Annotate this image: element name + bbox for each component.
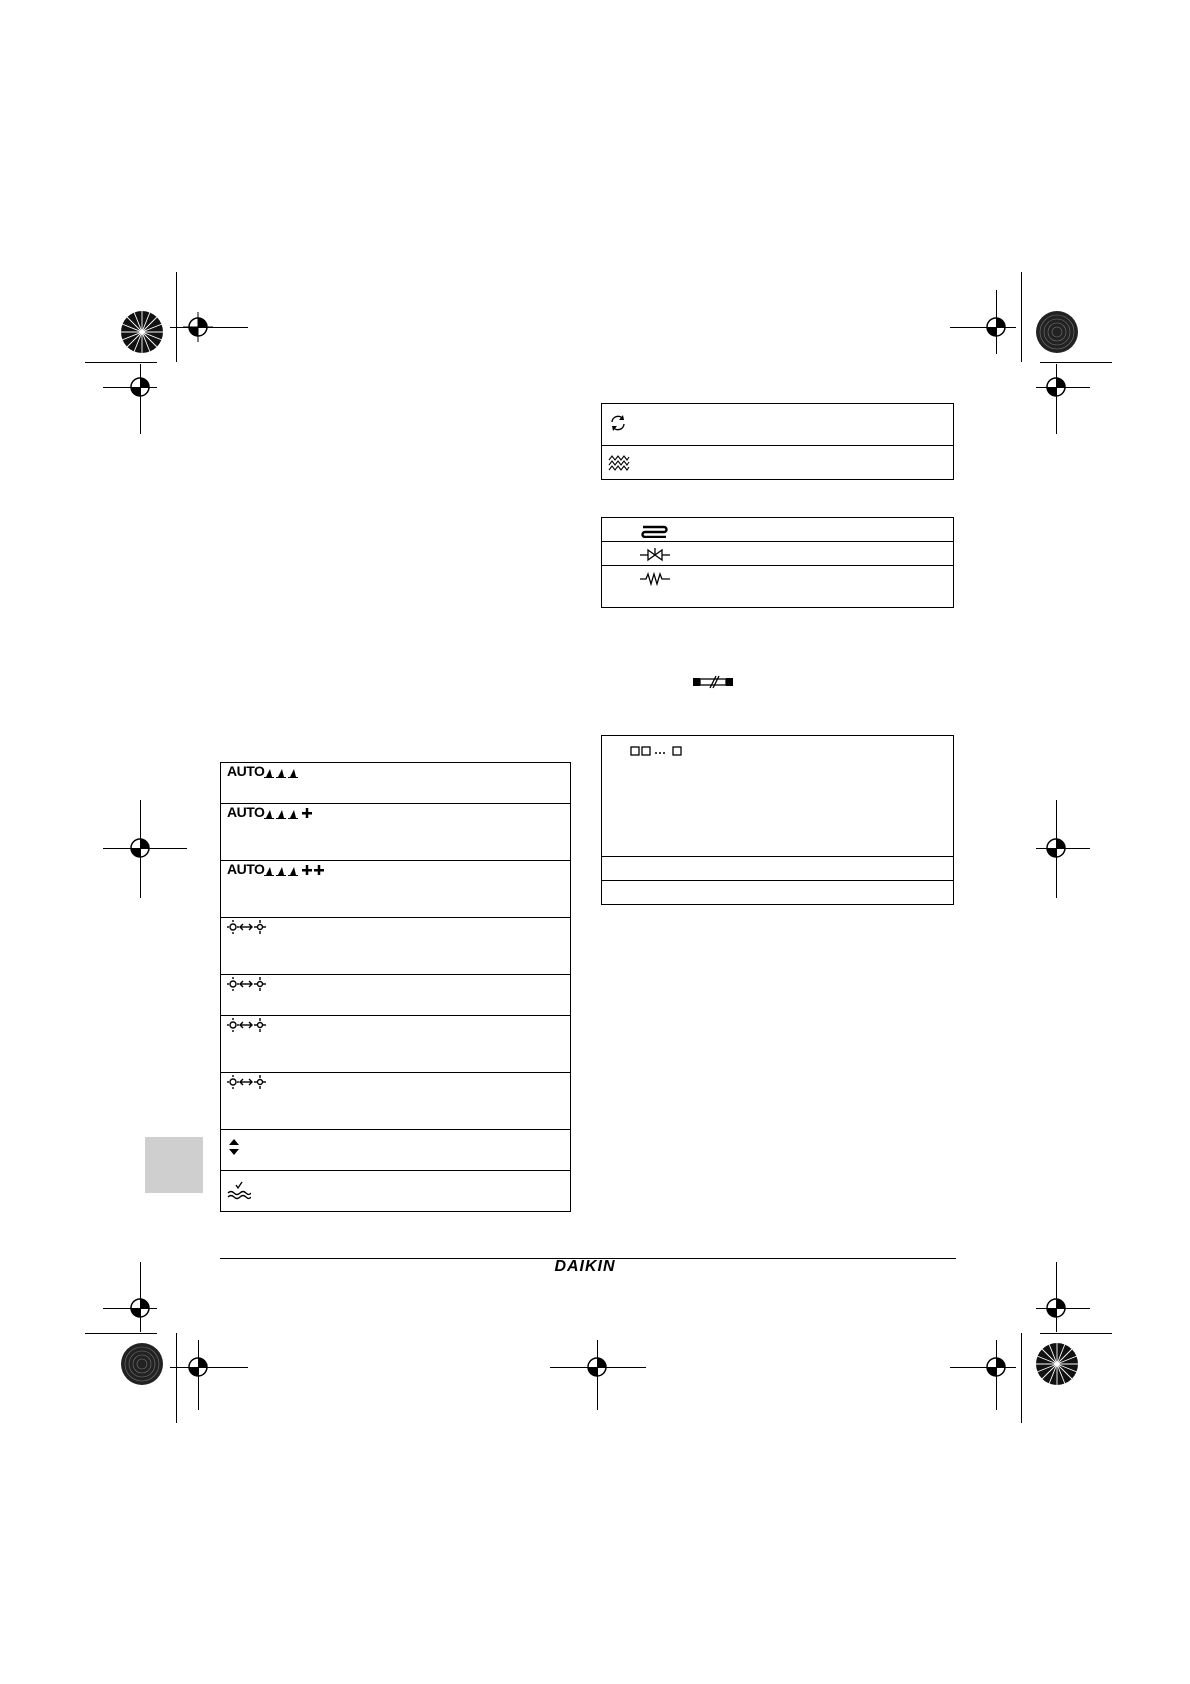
table-row (602, 518, 954, 542)
component-symbol-table (601, 517, 954, 608)
crop-mark (140, 800, 141, 898)
table-row (221, 763, 571, 804)
table-row (221, 1171, 571, 1212)
table-row (602, 566, 954, 608)
pipe-coil-icon (640, 522, 668, 538)
crop-mark (176, 272, 177, 362)
table-row (221, 918, 571, 975)
auto-fan-3-icon (227, 763, 300, 779)
heat-cool-switch-icon (227, 918, 267, 934)
crop-mark (996, 290, 997, 354)
crop-mark (1040, 1333, 1112, 1334)
crop-mark (1040, 362, 1112, 363)
heat-cool-switch-icon (227, 975, 267, 991)
registration-starburst-icon (120, 310, 164, 354)
crop-mark (85, 362, 157, 363)
defrost-icon (608, 454, 630, 470)
up-down-arrows-icon (227, 1138, 241, 1154)
crop-mark (1036, 1308, 1090, 1309)
crop-mark (597, 1340, 598, 1410)
table-row (602, 542, 954, 566)
table-row (602, 446, 954, 480)
table-row (602, 404, 954, 446)
crop-mark (103, 1308, 157, 1309)
squares-sequence-icon (630, 742, 682, 758)
table-row (602, 881, 954, 905)
auto-label: AUTO (227, 861, 265, 877)
registration-starburst-icon (120, 1342, 164, 1386)
crop-mark (1036, 848, 1090, 849)
table-row (221, 975, 571, 1016)
crop-mark (950, 327, 1016, 328)
water-check-icon (227, 1182, 251, 1198)
daikin-logo: DAIKIN (554, 1258, 616, 1275)
table-row (221, 1130, 571, 1171)
chapter-tab (145, 1137, 203, 1193)
cycle-symbol-table (601, 403, 954, 480)
fan-mode-symbol-table (220, 762, 571, 1212)
auto-label: AUTO (227, 804, 265, 820)
crop-mark (170, 1367, 248, 1368)
crop-mark (996, 1340, 997, 1410)
table-row (221, 1073, 571, 1130)
crop-mark (1021, 1333, 1022, 1423)
table-row (221, 804, 571, 861)
auto-fan-3-plusplus-icon (227, 861, 326, 877)
refresh-cycle-icon (608, 414, 628, 430)
table-row (221, 861, 571, 918)
indicator-symbol-table (601, 735, 954, 905)
crop-mark (1056, 800, 1057, 898)
registration-starburst-icon (1035, 1342, 1079, 1386)
valve-icon (640, 546, 670, 562)
heat-cool-switch-icon (227, 1073, 267, 1089)
crop-mark (1021, 272, 1022, 362)
crop-mark (103, 387, 157, 388)
registration-starburst-icon (1035, 310, 1079, 354)
crop-mark (1036, 387, 1090, 388)
crop-mark (198, 1340, 199, 1410)
heat-cool-switch-icon (227, 1016, 267, 1032)
crop-mark (85, 1333, 157, 1334)
connector-break-icon (693, 675, 733, 694)
crop-mark (176, 1333, 177, 1423)
heater-resistor-icon (640, 570, 670, 586)
crop-mark (103, 848, 187, 849)
auto-label: AUTO (227, 763, 265, 779)
crop-mark (550, 1367, 646, 1368)
crop-mark (170, 327, 248, 328)
table-row (221, 1016, 571, 1073)
crop-mark (1056, 1262, 1057, 1332)
crop-mark (140, 364, 141, 434)
crop-mark (140, 1262, 141, 1332)
crop-mark (1056, 364, 1057, 434)
crop-mark (950, 1367, 1016, 1368)
table-row (602, 857, 954, 881)
table-row (602, 736, 954, 857)
auto-fan-3-plus-icon (227, 804, 314, 820)
